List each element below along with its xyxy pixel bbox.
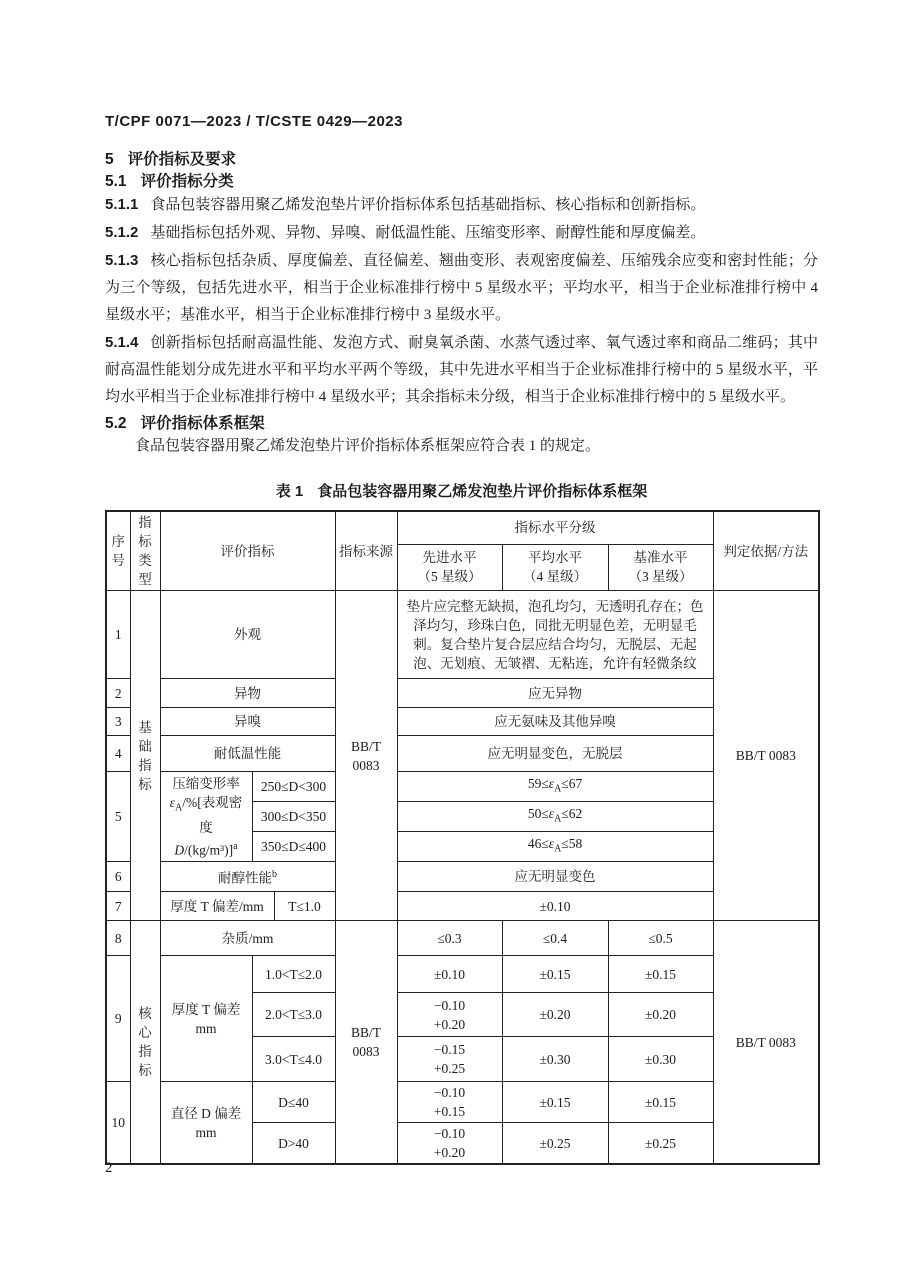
cell-value-average: ±0.15 (502, 956, 608, 993)
cell-requirement: 垫片应完整无缺损，泡孔均匀，无透明孔存在；色泽均匀，珍珠白色，同批无明显色差，无明显毛刺。复合垫片复合层应结合均匀，无脱层、无起泡、无划痕、无皱褶、无粘连，允许有轻微条纹 (397, 591, 713, 679)
clause-5-1-1-paragraph (105, 191, 818, 219)
cell-value-baseline: ±0.30 (608, 1037, 713, 1082)
cell-seq: 10 (106, 1082, 130, 1165)
cell-condition: 250≤D<300 (252, 772, 335, 802)
clause-title: 评价指标及要求 (127, 151, 237, 168)
table-caption-label: 表 1 (275, 483, 304, 500)
cell-seq: 4 (106, 736, 130, 772)
cell-indicator: 异嗅 (160, 708, 335, 736)
th-type: 指标类型 (130, 511, 160, 591)
clause-5-2-heading (105, 411, 818, 433)
cell-source-core: BB/T 0083 (335, 921, 397, 1165)
th-level-average: 平均水平 （4 星级） (502, 544, 608, 590)
table-row (106, 708, 819, 736)
cell-indicator: 外观 (160, 591, 335, 679)
clause-number: 5.1 (105, 173, 127, 190)
standard-number-header: T/CPF 0071—2023 / T/CSTE 0429—2023 (105, 113, 403, 130)
clause-5-heading (105, 147, 818, 169)
cell-judge-basic: BB/T 0083 (713, 591, 819, 921)
cell-value-advanced: −0.10 +0.20 (397, 993, 502, 1037)
cell-value-average: ±0.15 (502, 1082, 608, 1123)
clause-text: 核心指标包括杂质、厚度偏差、直径偏差、翘曲变形、表观密度偏差、压缩残余应变和密封性能；分为三个等级，包括先进水平，相当于企业标准排行榜中 5 星级水平；平均水平，相当于企业标准排行榜中 4 星级水平；基准水平，相当于企业标准排行榜中 3 星级水平。 (105, 253, 818, 323)
cell-value-average: ±0.30 (502, 1037, 608, 1082)
cell-condition: T≤1.0 (274, 892, 335, 921)
clause-text: 基础指标包括外观、异物、异嗅、耐低温性能、压缩变形率、耐醇性能和厚度偏差。 (150, 225, 706, 241)
cell-requirement: 应无明显变色 (397, 862, 713, 892)
page-number: 2 (105, 1160, 113, 1176)
cell-source-basic: BB/T 0083 (335, 591, 397, 921)
cell-indicator: 厚度 T 偏差/mm (160, 892, 274, 921)
cell-requirement: 应无异物 (397, 679, 713, 708)
clause-number: 5 (105, 151, 114, 168)
cell-value-advanced: −0.15 +0.25 (397, 1037, 502, 1082)
th-indicator: 评价指标 (160, 511, 335, 591)
cell-seq: 8 (106, 921, 130, 956)
table-row (106, 892, 819, 921)
cell-judge-core: BB/T 0083 (713, 921, 819, 1165)
cell-indicator: 异物 (160, 679, 335, 708)
th-seq: 序号 (106, 511, 130, 591)
cell-value-advanced: ±0.10 (397, 956, 502, 993)
table-row (106, 772, 819, 802)
cell-seq: 2 (106, 679, 130, 708)
cell-seq: 6 (106, 862, 130, 892)
cell-seq: 3 (106, 708, 130, 736)
clause-5-1-2-paragraph (105, 219, 818, 247)
clause-text: 创新指标包括耐高温性能、发泡方式、耐臭氧杀菌、水蒸气透过率、氧气透过率和商品二维码；其中耐高温性能划分成先进水平和平均水平两个等级，其中先进水平相当于企业标准排行榜中的 5 星级水平，平均水平相当于企业标准排行榜中 4 星级水平；其余指标未分级，相当于企业标准排行榜中的 5 星级水平。 (105, 335, 818, 405)
cell-requirement: $59\le\varepsilon_A\le 67$ (397, 772, 713, 802)
clause-title: 评价指标分类 (140, 173, 234, 190)
table-caption (105, 480, 818, 501)
cell-seq: 5 (106, 772, 130, 862)
cell-value-baseline: ±0.15 (608, 956, 713, 993)
th-level-advanced: 先进水平 （5 星级） (397, 544, 502, 590)
clause-text: 食品包装容器用聚乙烯发泡垫片评价指标体系包括基础指标、核心指标和创新指标。 (150, 197, 706, 213)
cell-condition: 2.0<T≤3.0 (252, 993, 335, 1037)
clause-5-2-paragraph: 食品包装容器用聚乙烯发泡垫片评价指标体系框架应符合表 1 的规定。 (135, 438, 601, 454)
cell-indicator: 耐醇性能$^b$ (160, 862, 335, 892)
cell-condition: D≤40 (252, 1082, 335, 1123)
clause-number: 5.2 (105, 415, 127, 432)
cell-condition: 3.0<T≤4.0 (252, 1037, 335, 1082)
cell-value-average: ±0.25 (502, 1123, 608, 1165)
table-row (106, 591, 819, 679)
cell-value-advanced: ≤0.3 (397, 921, 502, 956)
cell-requirement: 应无明显变色，无脱层 (397, 736, 713, 772)
cell-indicator: 杂质/mm (160, 921, 335, 956)
th-judge: 判定依据/方法 (713, 511, 819, 591)
cell-condition: 350≤D≤400 (252, 832, 335, 862)
th-source: 指标来源 (335, 511, 397, 591)
table-row (106, 1082, 819, 1123)
table-header-row (106, 511, 819, 544)
cell-seq: 1 (106, 591, 130, 679)
cell-indicator: 压缩变形率 $\varepsilon_A/\%$[表观密度 D/(kg/m³)]$^a$ (160, 772, 252, 862)
cell-value-advanced: −0.10 +0.15 (397, 1082, 502, 1123)
table-row (106, 956, 819, 993)
th-levels-group: 指标水平分级 (397, 511, 713, 544)
clause-5-1-3-paragraph (105, 247, 818, 329)
cell-requirement: $46\le\varepsilon_A\le 58$ (397, 832, 713, 862)
cell-value-baseline: ±0.25 (608, 1123, 713, 1165)
cell-value-baseline: ≤0.5 (608, 921, 713, 956)
clause-number: 5.1.4 (105, 334, 139, 351)
clause-number: 5.1.3 (105, 252, 139, 269)
cell-value-average: ≤0.4 (502, 921, 608, 956)
clause-5-1-heading (105, 169, 818, 191)
document-page (105, 113, 818, 1165)
table-row (106, 679, 819, 708)
cell-requirement: ±0.10 (397, 892, 713, 921)
cell-value-advanced: −0.10 +0.20 (397, 1123, 502, 1165)
cell-value-average: ±0.20 (502, 993, 608, 1037)
table-row (106, 921, 819, 956)
table-1 (105, 510, 820, 1165)
cell-type-core: 核心指标 (130, 921, 160, 1165)
clause-number: 5.1.2 (105, 224, 139, 241)
table-row (106, 862, 819, 892)
cell-condition: 1.0<T≤2.0 (252, 956, 335, 993)
table-row (106, 736, 819, 772)
cell-condition: D>40 (252, 1123, 335, 1165)
clause-title: 评价指标体系框架 (140, 415, 265, 432)
cell-type-basic: 基础指标 (130, 591, 160, 921)
cell-requirement: $50\le\varepsilon_A\le 62$ (397, 802, 713, 832)
cell-seq: 9 (106, 956, 130, 1082)
cell-condition: 300≤D<350 (252, 802, 335, 832)
cell-requirement: 应无氨味及其他异嗅 (397, 708, 713, 736)
cell-value-baseline: ±0.15 (608, 1082, 713, 1123)
cell-value-baseline: ±0.20 (608, 993, 713, 1037)
cell-seq: 7 (106, 892, 130, 921)
cell-indicator: 直径 D 偏差 mm (160, 1082, 252, 1165)
table-caption-title: 食品包装容器用聚乙烯发泡垫片评价指标体系框架 (317, 483, 648, 500)
cell-indicator: 耐低温性能 (160, 736, 335, 772)
clause-number: 5.1.1 (105, 196, 139, 213)
cell-indicator: 厚度 T 偏差 mm (160, 956, 252, 1082)
th-level-baseline: 基准水平 （3 星级） (608, 544, 713, 590)
clause-5-1-4-paragraph (105, 329, 818, 411)
